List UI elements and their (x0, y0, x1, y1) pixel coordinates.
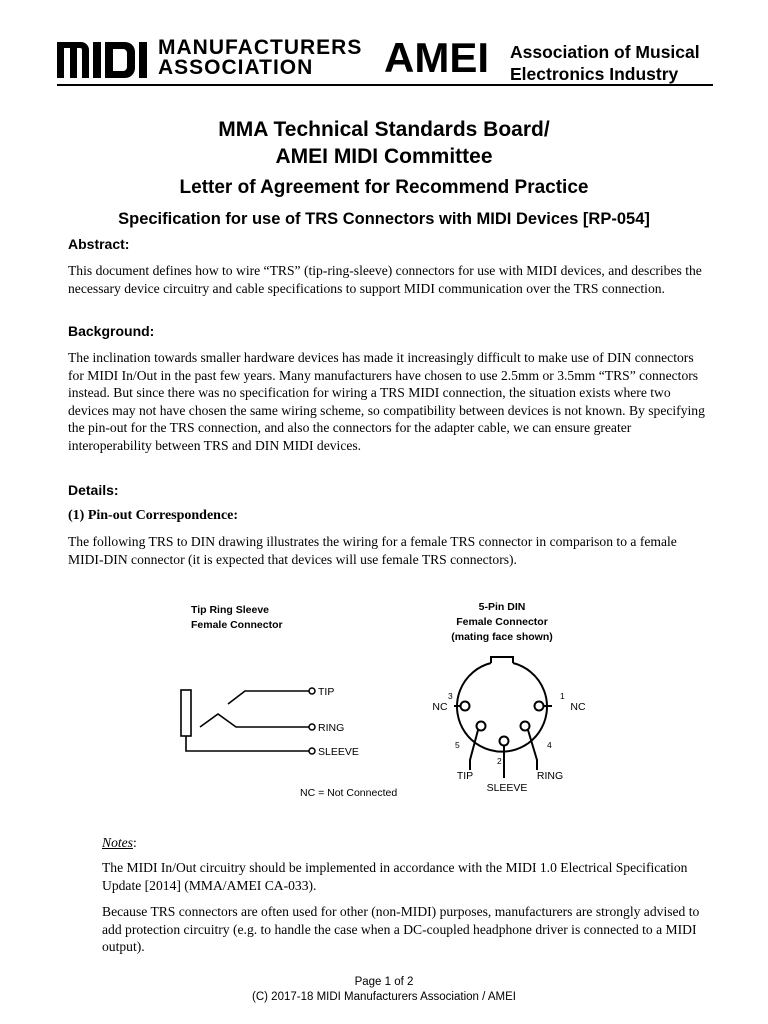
trs-title-1: Tip Ring Sleeve (191, 604, 269, 616)
pin-2-label: 2 (497, 756, 502, 766)
amei-name (510, 41, 700, 85)
nc-note: NC = Not Connected (300, 787, 398, 799)
notes-paragraph-1: The MIDI In/Out circuitry should be implemented in accordance with the MIDI 1.0 Electrical Specification Update [2014] (MMA/AMEI CA-033). (102, 860, 688, 893)
letterhead (0, 0, 768, 90)
pin-1-label: 1 (560, 691, 565, 701)
trs-connector-symbol (181, 690, 312, 751)
document-title (0, 116, 768, 170)
trs-title-2: Female Connector (191, 619, 283, 631)
amei-line-2: Electronics Industry (510, 64, 679, 84)
abstract-text: This document defines how to wire “TRS” (tip-ring-sleeve) connectors for use with MIDI devices, and describes the necessary device circuitry and cable specifications to support MIDI communication over the TRS connection. (68, 263, 702, 296)
background-text: The inclination towards smaller hardware devices has made it increasingly difficult to make use of DIN connectors for MIDI In/Out in the past few years. Many manufacturers have chosen to use 2.5mm or 3.5mm “TRS” connectors instead. But since there was no specification for wiring a TRS MIDI connection, the situation exists where two devices may not have chosen the same wiring scheme, so compatibility between devices is not known. By specifying the pin-out for the TRS connection, and also the connectors for the adapter cable, we can ensure greater interoperability between TRS and DIN MIDI devices. (68, 350, 705, 453)
trs-sleeve-label: SLEEVE (318, 746, 359, 758)
trs-tip-label: TIP (318, 686, 335, 698)
din-title-1: 5-Pin DIN (478, 601, 526, 613)
din-ring-label: RING (536, 770, 564, 782)
copyright: (C) 2017-18 MIDI Manufacturers Association / AMEI (252, 991, 516, 1003)
mma-line-1: MANUFACTURERS (158, 36, 363, 59)
title-committee: AMEI MIDI Committee (275, 145, 493, 168)
notes-heading (102, 834, 708, 852)
notes-label: Notes (102, 835, 133, 850)
notes-colon: : (132, 835, 137, 850)
ring-terminal (309, 724, 315, 730)
pinout-text: The following TRS to DIN drawing illustrates the wiring for a female TRS connector in comparison to a female MIDI-DIN connector (it is expected that devices will use female TRS connectors). (68, 534, 677, 567)
mma-line-2: ASSOCIATION (158, 56, 314, 79)
midi-logo (57, 38, 151, 78)
background-heading: Background: (68, 323, 155, 339)
title-spec: Specification for use of TRS Connectors with MIDI Devices [RP-054] (118, 210, 650, 228)
pinout-heading: (1) Pin-out Correspondence: (68, 508, 239, 523)
title-letter: Letter of Agreement for Recommend Practice (179, 177, 589, 198)
din-nc-left: NC (432, 701, 448, 713)
pin-4-label: 4 (547, 740, 552, 750)
amei-line-1: Association of Musical (510, 42, 700, 62)
notes-paragraph-2: Because TRS connectors are often used for other (non-MIDI) purposes, manufacturers are strongly advised to add protection circuitry (e.g. to handle the case when a DC-coupled headphone driver is connected to a MIDI output). (102, 904, 700, 955)
din-nc-right: NC (570, 701, 586, 713)
title-board: MMA Technical Standards Board/ (218, 118, 550, 141)
trs-din-wiring-diagram (0, 590, 768, 810)
din-sleeve-label: SLEEVE (486, 782, 528, 794)
page-number: Page 1 of 2 (354, 976, 414, 988)
header-divider (57, 84, 713, 86)
abstract-heading: Abstract: (68, 236, 130, 252)
trs-ring-label: RING (318, 722, 345, 734)
din-title-3: (mating face shown) (451, 631, 553, 643)
din-title-2: Female Connector (456, 616, 548, 628)
din-connector-symbol (454, 657, 552, 778)
pin-5-label: 5 (455, 740, 460, 750)
mma-name (158, 38, 362, 78)
pin-3-label: 3 (448, 691, 453, 701)
sleeve-terminal (309, 748, 315, 754)
amei-logo: AMEI (384, 34, 489, 81)
details-heading: Details: (68, 482, 119, 498)
din-tip-label: TIP (456, 770, 474, 782)
tip-terminal (309, 688, 315, 694)
